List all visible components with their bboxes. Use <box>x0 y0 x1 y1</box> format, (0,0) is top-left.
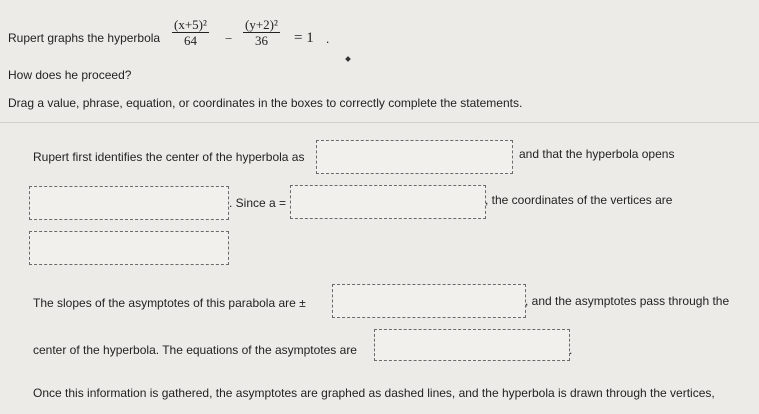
statement-3-text-a: The slopes of the asymptotes of this parabola are ± <box>33 296 306 310</box>
drop-box-center[interactable] <box>316 140 513 174</box>
statement-5-text: Once this information is gathered, the asymptotes are graphed as dashed lines, and the hyperbola is drawn through the vertices, <box>33 386 715 400</box>
equation-period: . <box>326 31 330 46</box>
drop-box-a-value[interactable] <box>290 185 486 219</box>
statement-1-text-b: and that the hyperbola opens <box>519 147 675 161</box>
statement-3-text-b: , and the asymptotes pass through the <box>525 294 730 308</box>
drop-box-vertices[interactable] <box>29 231 229 265</box>
divider <box>0 122 759 123</box>
instructions-text: Drag a value, phrase, equation, or coordinates in the boxes to correctly complete the statements. <box>8 96 523 110</box>
mouse-cursor-icon <box>345 56 351 62</box>
question-intro: Rupert graphs the hyperbola <box>8 31 161 45</box>
fraction-y-term <box>243 17 280 48</box>
drop-box-slopes[interactable] <box>332 284 526 318</box>
statement-1-text-a: Rupert first identifies the center of the hyperbola as <box>33 150 305 164</box>
drop-box-direction[interactable] <box>29 186 229 220</box>
question-prompt: How does he proceed? <box>8 68 132 82</box>
fraction-x-term <box>172 17 209 48</box>
statement-2-text-a: . Since a = <box>229 196 287 210</box>
fraction-y-numerator: (y+2)² <box>245 17 278 32</box>
minus-sign: − <box>225 31 233 46</box>
statement-4-text-b: . <box>569 343 573 357</box>
fraction-x-denominator: 64 <box>183 33 197 48</box>
equation-rhs: = 1 <box>294 30 314 46</box>
fraction-x-numerator: (x+5)² <box>174 17 207 32</box>
drop-box-asymptote-equations[interactable] <box>374 329 573 361</box>
fraction-y-denominator: 36 <box>254 33 268 48</box>
statement-4-text-a: center of the hyperbola. The equations of the asymptotes are <box>33 343 357 357</box>
statement-2-text-b: , the coordinates of the vertices are <box>485 193 673 207</box>
